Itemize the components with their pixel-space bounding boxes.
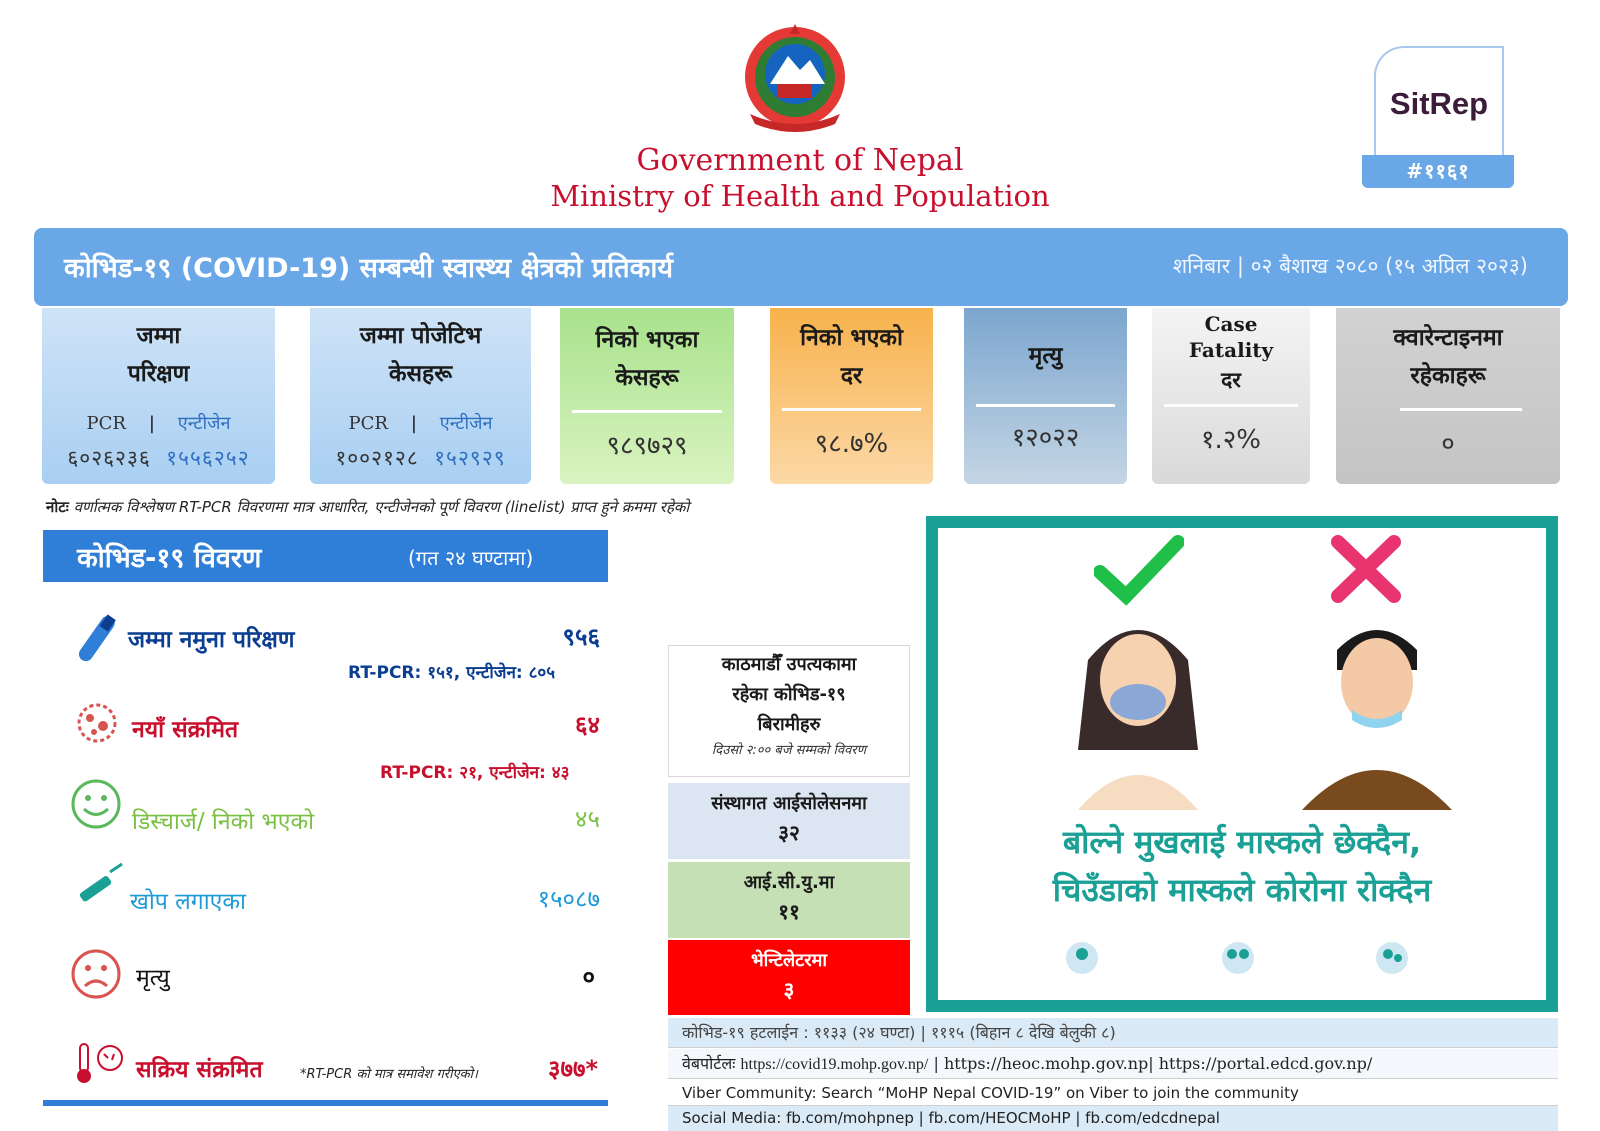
daily-panel-subtitle: (गत २४ घण्टामा) (408, 546, 534, 570)
footnote (46, 497, 689, 517)
card-title: Case (1204, 312, 1258, 336)
card-divider (1164, 404, 1298, 407)
ministry-title: Ministry of Health and Population (550, 179, 1050, 213)
mask-awareness-poster (926, 516, 1558, 1012)
separator: | (410, 413, 417, 434)
card-deaths (964, 308, 1127, 484)
web-link-covid19[interactable]: https://covid19.mohp.gov.np/ (740, 1056, 929, 1073)
card-quarantine (1336, 308, 1560, 484)
ventilator-cell (668, 940, 910, 1015)
antigen-value: १५५६२५२ (166, 446, 250, 470)
icu-value: ११ (778, 900, 800, 924)
cross-mark-icon (1328, 534, 1404, 604)
card-split-labels (42, 411, 275, 435)
card-value: १२०२२ (1011, 423, 1080, 453)
test-tube-icon (68, 608, 124, 666)
ventilator-label: भेन्टिलेटरमा (750, 950, 828, 971)
samples-breakdown: RT-PCR: १५१, एन्टीजेन: ८०५ (348, 663, 556, 683)
card-title: जम्मा पोजेटिभ (359, 323, 482, 349)
antigen-label: एन्टीजेन (177, 413, 231, 434)
discharged-value: ४५ (575, 805, 600, 833)
card-split-labels (310, 411, 531, 435)
card-recovery-rate (770, 308, 933, 484)
antigen-value: १५२९२९ (434, 446, 506, 470)
new-cases-value: ६४ (575, 711, 600, 739)
web-portal-label: वेबपोर्टलः (682, 1054, 736, 1073)
daily-panel-footer-bar (43, 1100, 608, 1106)
daily-panel-title: कोभिड-१९ विवरण (77, 543, 262, 574)
active-note: *RT-PCR को मात्र समावेश गरीएको। (300, 1067, 478, 1082)
banner-date: शनिबार | ०२ बैशाख २०८० (१५ अप्रिल २०२३) (1172, 254, 1528, 278)
samples-label: जम्मा नमुना परिक्षण (128, 627, 295, 653)
sad-face-icon (70, 948, 122, 1000)
distance-tip-icon (1220, 940, 1256, 976)
card-title: परिक्षण (127, 361, 190, 387)
banner-title: कोभिड-१९ (COVID-19) सम्बन्धी स्वास्थ्य क्षेत्रको प्रतिकार्य (64, 253, 673, 284)
pcr-label: PCR (86, 413, 126, 434)
card-value: ० (1441, 429, 1455, 459)
viber-info: Viber Community: Search “MoHP Nepal COVID-19” on Viber to join the community (668, 1080, 1558, 1106)
poster-slogan-line-1: बोल्ने मुखलाई मास्कले छेक्दैन, (1062, 823, 1422, 861)
web-link-heoc[interactable]: https://heoc.mohp.gov.np (943, 1054, 1149, 1073)
woman-with-mask-icon (1048, 610, 1228, 810)
discharged-label: डिस्चार्ज/ निको भएको (132, 809, 315, 835)
card-total-tests (42, 308, 275, 484)
card-title: मृत्यु (1028, 343, 1063, 369)
card-value: ९८.७% (814, 429, 889, 459)
valley-title-line: बिरामीहरु (757, 714, 821, 735)
sitrep-label: SitRep (1389, 86, 1489, 121)
pcr-label: PCR (348, 413, 388, 434)
mask-tip-icon (1064, 940, 1100, 976)
ventilator-value: ३ (783, 978, 795, 1002)
title-banner (34, 228, 1568, 306)
isolation-value: ३२ (778, 821, 800, 845)
active-value: ३७७* (548, 1055, 598, 1083)
poster-slogan-line-2: चिउँडाको मास्कले कोरोना रोक्दैन (1052, 871, 1432, 909)
isolation-label: संस्थागत आईसोलेसनमा (711, 793, 867, 814)
thermometer-icon (74, 1040, 128, 1086)
vaccinated-value: १५०८७ (537, 885, 600, 913)
card-recovered (560, 308, 734, 484)
card-value: १.२% (1200, 425, 1261, 455)
gov-title: Government of Nepal (636, 143, 964, 178)
card-title: जम्मा (136, 323, 181, 349)
deaths-label: मृत्यु (136, 965, 170, 991)
isolation-cell (668, 783, 910, 859)
card-title: Fatality (1188, 338, 1274, 362)
card-divider (976, 404, 1115, 407)
card-title: रहेकाहरू (1410, 363, 1486, 389)
sitrep-number: #११६१ (1362, 155, 1514, 188)
card-title: केसहरू (388, 361, 453, 387)
deaths-value: ० (582, 963, 595, 991)
note-text: वर्णात्मक विश्लेषण RT-PCR विवरणमा मात्र आधारित, एन्टीजेनको पूर्ण विवरण (linelist) प्राप्त हुने क्रममा रहेको (73, 498, 690, 516)
card-total-positive (310, 308, 531, 484)
card-values (42, 444, 275, 472)
card-divider (782, 408, 921, 411)
icu-label: आई.सी.यु.मा (743, 872, 835, 893)
hotline-info: कोभिड-१९ हटलाईन : ११३३ (२४ घण्टा) | १११५ (बिहान ८ देखि बेलुकी ८) (668, 1018, 1558, 1048)
samples-value: ९५६ (562, 623, 600, 651)
pcr-value: ६०२६२३६ (67, 446, 151, 470)
pcr-value: १००२१२८ (335, 446, 419, 470)
web-portal-info: वेबपोर्टलः https://covid19.mohp.gov.np/ | https://heoc.mohp.gov.np| https://portal.edcd.gov.np/ (668, 1049, 1558, 1079)
new-cases-label: नयाँ संक्रमित (132, 717, 239, 743)
card-title: दर (840, 363, 863, 389)
vaccinated-label: खोप लगाएका (130, 889, 246, 915)
card-title: दर (1221, 368, 1241, 392)
virus-icon (68, 696, 126, 750)
card-title: निको भएको (800, 325, 903, 351)
card-divider (572, 410, 722, 413)
card-case-fatality (1152, 308, 1310, 484)
card-title: केसहरू (615, 365, 679, 391)
handwash-tip-icon (1374, 940, 1410, 976)
card-title: निको भएका (595, 327, 699, 353)
antigen-label: एन्टीजेन (439, 413, 493, 434)
valley-patients-header (668, 645, 910, 777)
separator: | (148, 413, 155, 434)
daily-panel-header (43, 530, 608, 582)
card-divider (1400, 408, 1522, 411)
syringe-icon (70, 862, 126, 910)
new-cases-breakdown: RT-PCR: २१, एन्टीजेन: ४३ (380, 763, 570, 783)
valley-note: दिउसो २:०० बजे सम्मको विवरण (711, 743, 867, 758)
check-mark-icon (1094, 534, 1184, 606)
man-with-chin-mask-icon (1282, 610, 1472, 810)
valley-title-line: रहेका कोभिड-१९ (732, 684, 846, 705)
web-link-edcd[interactable]: https://portal.edcd.gov.np/ (1158, 1054, 1373, 1073)
nepal-emblem-icon (730, 22, 860, 134)
icu-cell (668, 862, 910, 938)
card-values (310, 444, 531, 472)
card-title: क्वारेन्टाइनमा (1393, 325, 1503, 351)
active-label: सक्रिय संक्रमित (136, 1057, 263, 1083)
valley-title-line: काठमाडौँ उपत्यकामा (721, 654, 857, 675)
social-media-info: Social Media: fb.com/mohpnep | fb.com/HEOCMoHP | fb.com/edcdnepal (668, 1106, 1558, 1131)
note-label: नोटः (46, 498, 69, 516)
smiley-icon (70, 778, 122, 830)
card-value: ९८९७२९ (606, 431, 688, 461)
